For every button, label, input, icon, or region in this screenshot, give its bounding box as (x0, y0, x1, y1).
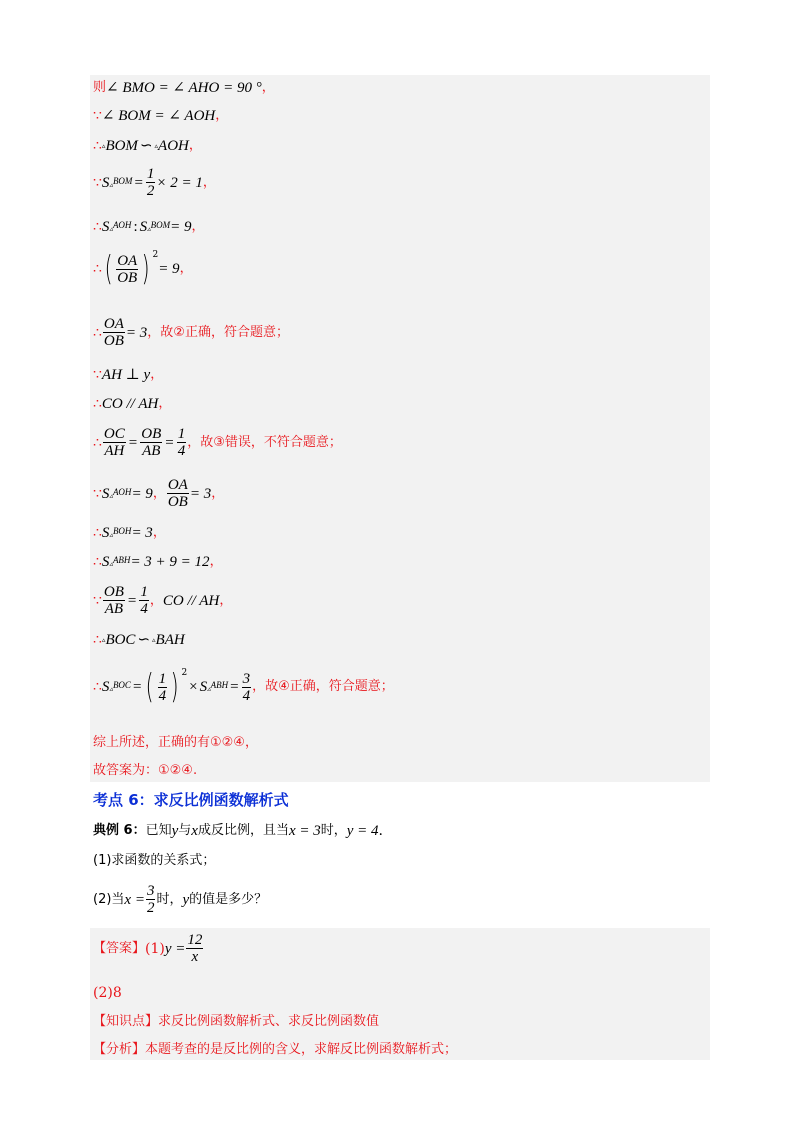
therefore-symbol: ∴ (93, 138, 102, 154)
math-expr: = 9 (170, 219, 192, 235)
fraction (186, 932, 203, 965)
example-label: 典例 6： (93, 823, 146, 838)
numerator: OB (103, 584, 124, 600)
triangle-icon: ▵ (152, 636, 156, 644)
line-conclusion: ，故④正确，符合题意； (252, 679, 394, 694)
denominator: OB (103, 333, 124, 349)
subscript-text: BOH (112, 526, 132, 536)
math-expr: BOC (105, 632, 136, 648)
example-text: 与 (178, 823, 192, 838)
equals-sign: = (165, 434, 174, 451)
math-expr: ∠ BOM = ∠ AOH (101, 108, 216, 124)
numerator: 3 (146, 883, 155, 899)
numerator: OA (103, 316, 124, 332)
line-punct: ， (152, 525, 166, 540)
area-symbol: S (101, 174, 110, 191)
denominator: 4 (158, 687, 167, 704)
math-expr: = 3 (125, 324, 148, 341)
because-symbol: ∵ (93, 174, 102, 191)
line-punct: ， (209, 554, 223, 569)
subscript-text: AOH (112, 486, 132, 497)
math-expr: CO // AH (162, 592, 220, 609)
solution-line-7 (93, 316, 289, 349)
equals-sign: = (134, 174, 143, 191)
numerator: OC (103, 426, 125, 442)
math-expr: = 3 (189, 485, 212, 502)
math-expr: ∠ BMO = ∠ AHO = 90 ° (106, 80, 262, 96)
analysis-line: 【分析】本题考查的是反比例的含义，求解反比例函数解析式； (93, 1042, 458, 1057)
denominator: x (191, 949, 199, 965)
question-text: 的值是多少？ (189, 891, 268, 907)
solution-line-1 (93, 79, 275, 97)
fraction (140, 426, 162, 459)
subscript-text: BOM (112, 175, 133, 186)
denominator: OB (117, 269, 138, 286)
example-text: 时， (320, 823, 347, 838)
question-2 (93, 883, 267, 916)
question-text: (2)当 (93, 891, 125, 907)
exponent: 2 (152, 250, 159, 260)
area-subscript: $_▵$BOM (109, 175, 133, 189)
question-1: (1)求函数的关系式； (93, 853, 216, 868)
therefore-symbol: ∴ (93, 396, 102, 412)
triangle-icon: ▵ (101, 636, 106, 644)
triangle-icon: ▵ (154, 142, 159, 150)
therefore-symbol: ∴ (93, 434, 102, 451)
solution-line-16 (93, 667, 394, 707)
math-expr: = 3 (131, 525, 153, 541)
denominator: 4 (140, 601, 148, 617)
example-statement (93, 822, 383, 840)
area-subscript: $_▵$BOC (109, 680, 131, 693)
denominator: AB (142, 443, 161, 459)
solution-line-5 (93, 216, 205, 238)
line-punct: ， (149, 592, 163, 608)
condition-y: y = 4 (346, 823, 379, 839)
line-punct: ， (202, 174, 216, 190)
therefore-symbol: ∴ (93, 554, 102, 570)
line-prefix: 则 (93, 80, 107, 95)
fraction (146, 166, 156, 199)
var-y: y (171, 823, 179, 839)
area-subscript: $_▵$AOH (109, 486, 132, 500)
area-symbol: S (101, 485, 110, 502)
math-expr: y = (164, 940, 186, 957)
math-expr: = 3 + 9 = 12 (130, 554, 210, 570)
therefore-symbol: ∴ (93, 679, 102, 695)
fraction (139, 584, 149, 617)
area-subscript: $_▵$ABH (207, 680, 229, 693)
because-symbol: ∵ (93, 108, 102, 124)
line-punct: ， (150, 367, 164, 382)
equals-sign: = (128, 434, 138, 451)
fraction (177, 426, 187, 459)
denominator: OB (167, 494, 188, 510)
denominator: AH (104, 443, 125, 459)
line-punct: ， (211, 485, 225, 501)
math-expr: CO // AH (101, 396, 159, 412)
line-punct: ， (179, 261, 193, 276)
solution-line-13 (93, 551, 223, 573)
because-symbol: ∵ (93, 367, 102, 383)
fraction (158, 671, 168, 704)
question-text: 时， (156, 891, 183, 907)
math-expr: = 9 (131, 485, 153, 502)
answer-label: 【答案】 (93, 940, 146, 956)
therefore-symbol: ∴ (93, 219, 102, 235)
line-punct: ， (261, 80, 275, 95)
solution-line-11 (93, 477, 224, 510)
area-symbol: S (199, 679, 208, 695)
line-conclusion: ，故②正确，符合题意； (147, 324, 289, 340)
math-expr: = 9 (158, 261, 180, 277)
numerator: OA (117, 252, 138, 269)
area-subscript: $_▵$BOH (109, 526, 132, 539)
var-y: y (182, 891, 190, 908)
similar-symbol: ∽ (137, 632, 151, 648)
subscript-text: ABH (210, 680, 229, 690)
fraction (103, 426, 126, 459)
solution-line-6 (93, 249, 193, 289)
solution-line-3 (93, 137, 202, 155)
numerator: 1 (140, 584, 148, 600)
numerator: 1 (177, 426, 186, 442)
answer-part: (1) (145, 940, 165, 957)
numerator: 12 (187, 932, 203, 948)
section-title: 考点 6：求反比例函数解析式 (93, 791, 289, 809)
area-symbol: S (101, 554, 110, 570)
solution-line-12 (93, 522, 166, 544)
area-symbol: S (101, 525, 110, 541)
answer-part-2: (2)8 (93, 985, 122, 1001)
therefore-symbol: ∴ (93, 261, 102, 277)
math-expr: AOH (158, 138, 189, 154)
numerator: OA (167, 477, 188, 493)
solution-line-14 (93, 584, 232, 617)
equals-sign: = (127, 592, 137, 609)
numerator: 1 (146, 166, 155, 182)
solution-line-8 (93, 366, 163, 384)
equals-sign: = (132, 679, 142, 695)
times-sign: × (189, 679, 198, 695)
equals-sign: = (230, 679, 239, 695)
fraction (167, 477, 189, 510)
condition-x: x = 3 (288, 823, 321, 839)
area-symbol: S (139, 219, 148, 235)
solution-line-4 (93, 166, 216, 199)
line-punct: ， (215, 108, 229, 123)
example-text: 已知 (145, 823, 172, 838)
therefore-symbol: ∴ (93, 525, 102, 541)
line-punct: ， (188, 138, 202, 153)
line-punct: ， (158, 396, 172, 411)
denominator: 2 (146, 183, 155, 199)
subscript-text: AOH (112, 220, 132, 230)
left-paren: ( (146, 667, 155, 707)
math-expr: x = (124, 891, 145, 908)
fraction (242, 671, 252, 704)
area-symbol: S (101, 679, 110, 695)
ratio-colon: : (133, 219, 138, 235)
line-punct: ， (152, 485, 166, 501)
right-paren: ) (141, 249, 150, 289)
triangle-icon: ▵ (101, 142, 106, 150)
knowledge-point: 【知识点】求反比例函数解析式、求反比例函数值 (93, 1014, 380, 1029)
area-symbol: S (101, 219, 110, 235)
area-subscript: $_▵$BOM (147, 220, 171, 233)
example-text: 成反比例，且当 (197, 823, 289, 838)
final-answer-line: 故答案为：①②④. (93, 763, 198, 778)
fraction (103, 316, 125, 349)
therefore-symbol: ∴ (93, 632, 102, 648)
example-end: . (378, 823, 383, 839)
left-paren: ( (104, 249, 113, 289)
subscript-text: ABH (112, 555, 131, 565)
denominator: 4 (242, 687, 251, 704)
fraction (103, 584, 125, 617)
solution-line-15 (93, 631, 185, 649)
math-expr: × 2 = 1 (156, 174, 203, 191)
exponent: 2 (181, 668, 188, 678)
because-symbol: ∵ (93, 592, 102, 609)
var-x: x (191, 823, 198, 839)
solution-line-2 (93, 107, 228, 125)
line-punct: ， (191, 219, 205, 234)
right-paren: ) (170, 667, 179, 707)
subscript-text: BOC (112, 680, 131, 690)
math-expr: BAH (155, 632, 185, 648)
line-conclusion: ，故③错误，不符合题意； (187, 434, 342, 450)
numerator: 1 (158, 670, 167, 687)
similar-symbol: ∽ (139, 138, 153, 154)
denominator: 4 (177, 443, 186, 459)
denominator: 2 (146, 900, 155, 916)
summary-line: 综上所述，正确的有①②④， (93, 735, 258, 750)
numerator: 3 (242, 670, 251, 687)
math-expr: AH ⊥ y (101, 367, 151, 383)
numerator: OB (141, 426, 162, 442)
fraction (116, 253, 138, 286)
subscript-text: BOM (150, 220, 171, 230)
solution-line-9 (93, 395, 171, 413)
therefore-symbol: ∴ (93, 324, 102, 341)
solution-line-10 (93, 426, 342, 459)
area-subscript: $_▵$AOH (109, 220, 132, 233)
line-punct: ， (219, 592, 233, 608)
denominator: AB (104, 601, 124, 617)
math-expr: BOM (105, 138, 138, 154)
answer-line (93, 932, 204, 965)
because-symbol: ∵ (93, 485, 102, 502)
fraction (146, 883, 156, 916)
area-subscript: $_▵$ABH (109, 555, 131, 568)
